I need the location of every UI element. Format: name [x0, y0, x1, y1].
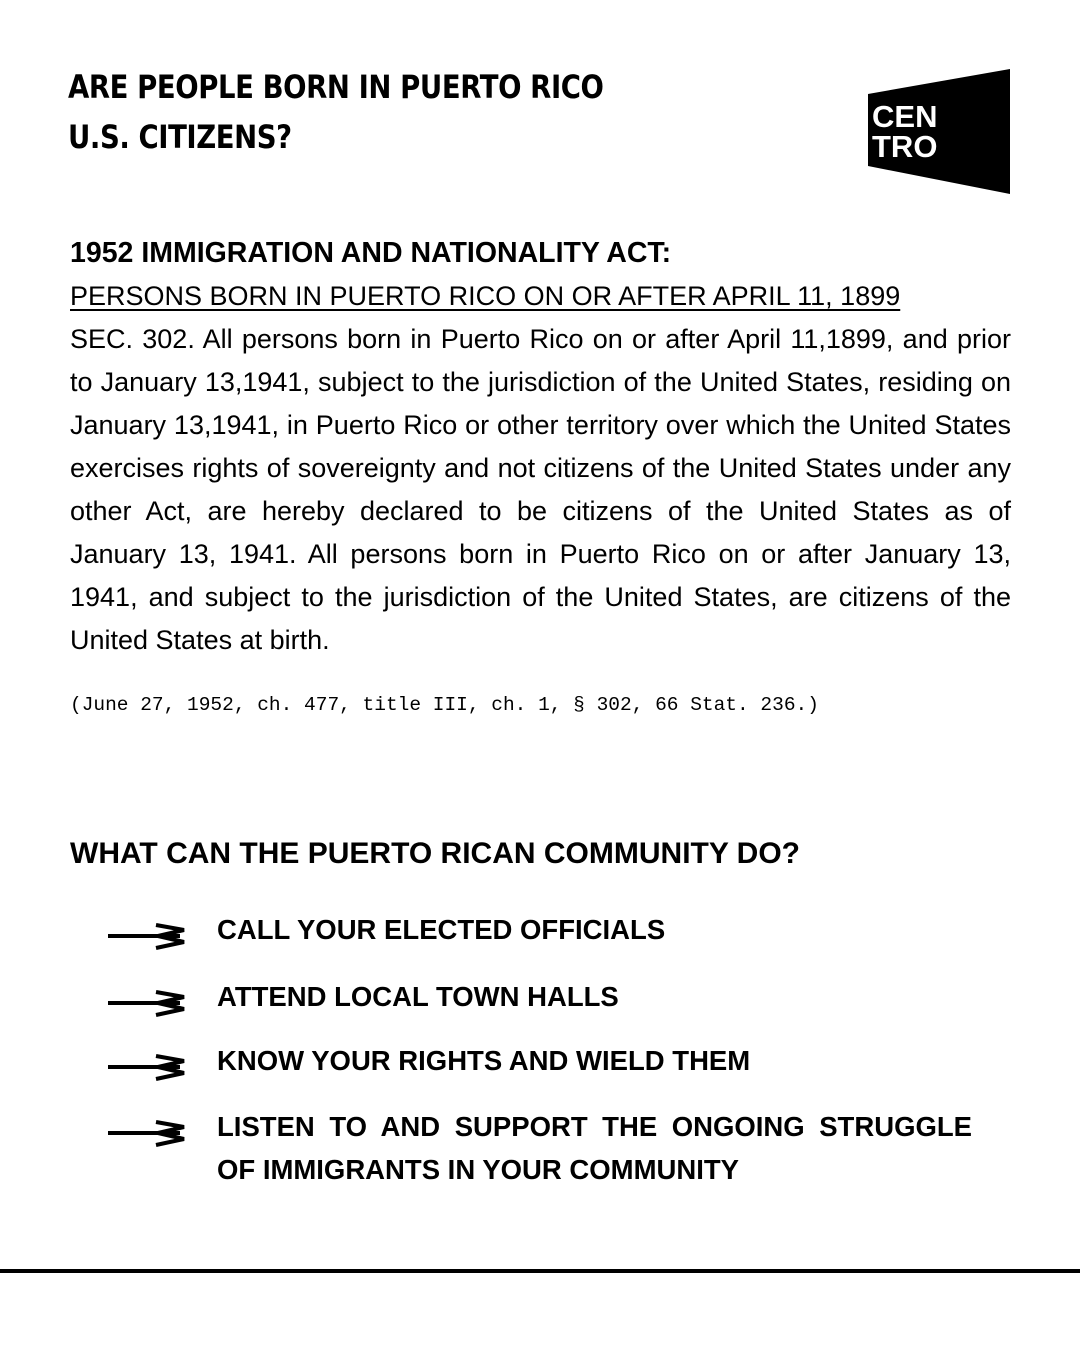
action-item-label: ATTEND LOCAL TOWN HALLS [217, 981, 619, 1012]
logo-text-line-2: TRO [872, 129, 938, 164]
page-title [68, 62, 603, 162]
act-citation: (June 27, 1952, ch. 477, title III, ch. 1, § 302, 66 Stat. 236.) [70, 694, 819, 716]
actions-heading: WHAT CAN THE PUERTO RICAN COMMUNITY DO? [70, 837, 800, 870]
action-item-label: LISTEN TO AND SUPPORT THE ONGOING STRUGGLE OF IMMIGRANTS IN YOUR COMMUNITY [217, 1111, 972, 1185]
bottom-divider [0, 1269, 1080, 1273]
arrow-icon [106, 922, 188, 950]
page-title-line-2: U.S. CITIZENS? [68, 118, 292, 156]
arrow-icon [106, 1119, 188, 1147]
page-title-line-1: ARE PEOPLE BORN IN PUERTO RICO [68, 68, 604, 106]
action-item-label: CALL YOUR ELECTED OFFICIALS [217, 914, 666, 945]
action-item-label: KNOW YOUR RIGHTS AND WIELD THEM [217, 1045, 751, 1076]
act-heading: 1952 IMMIGRATION AND NATIONALITY ACT: [70, 237, 672, 269]
centro-logo [868, 69, 1010, 194]
act-subheading: PERSONS BORN IN PUERTO RICO ON OR AFTER APRIL 11, 1899 [70, 281, 901, 311]
arrow-icon [106, 1053, 188, 1081]
arrow-icon [106, 989, 188, 1017]
act-section [70, 232, 1011, 720]
centro-logo-mark [868, 69, 1010, 194]
logo-text-line-1: CEN [872, 99, 938, 134]
act-body-text: SEC. 302. All persons born in Puerto Rico on or after April 11,1899, and prior to January 13,1941, subject to the jurisdiction of the United States, residing on January 13,1941, in Puerto Rico or other territory over which the United States exercises rights of sovereignty and not citizens of the United States under any other Act, are hereby declared to be citizens of the United States as of January 13, 1941. All persons born in Puerto Rico on or after January 13, 1941, and subject to the jurisdiction of the United States, are citizens of the United States at birth. [70, 324, 1011, 655]
